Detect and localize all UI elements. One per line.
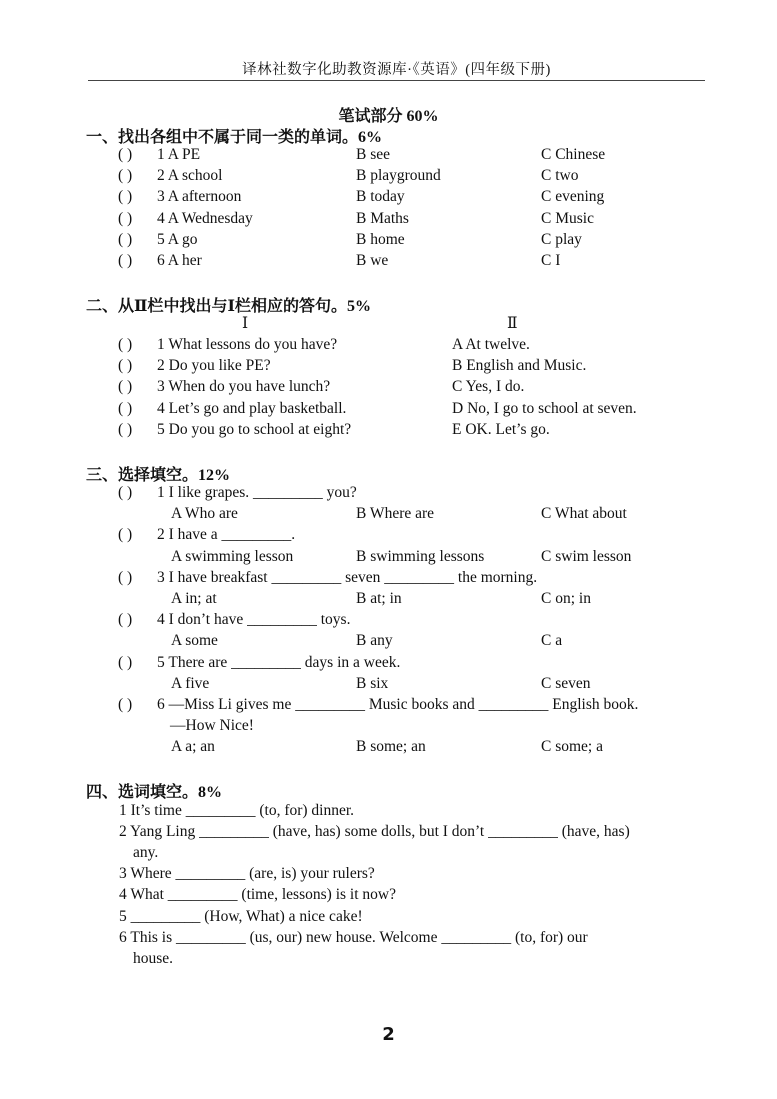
- option-b: B Maths: [356, 209, 409, 227]
- option-b: B home: [356, 230, 405, 248]
- option-a: 3 A afternoon: [157, 188, 242, 206]
- question-row: [0, 715, 777, 736]
- question-text: 2 Do you like PE?: [157, 357, 271, 375]
- option-c: C on; in: [541, 590, 591, 607]
- question-row: [0, 144, 777, 165]
- fill-line: 1 It’s time _________ (to, for) dinner.: [119, 802, 355, 819]
- option-a: A in; at: [171, 590, 217, 607]
- answer-bracket: ( ): [118, 653, 133, 671]
- option-c: C Chinese: [541, 146, 606, 163]
- option-c: C two: [541, 167, 579, 185]
- question-row: [0, 208, 777, 229]
- question-text: 5 Do you go to school at eight?: [157, 420, 352, 438]
- option-a: A five: [171, 674, 210, 692]
- answer-text: B English and Music.: [452, 357, 587, 375]
- section-2-heading: 二、从Ⅱ栏中找出与Ⅰ栏相应的答句。5%: [86, 298, 371, 315]
- question-text: 3 When do you have lunch?: [157, 378, 331, 396]
- question-text: 2 I have a _________.: [157, 526, 296, 544]
- question-row: [0, 186, 777, 207]
- page-number: 2: [382, 1024, 395, 1045]
- question-row: [0, 503, 777, 524]
- option-b: B Where are: [356, 505, 435, 523]
- option-c: C some; a: [541, 738, 603, 756]
- fill-line: any.: [133, 844, 159, 862]
- question-row: [0, 524, 777, 545]
- answer-bracket: ( ): [118, 696, 133, 713]
- question-row: [0, 652, 777, 673]
- option-c: C evening: [541, 188, 605, 206]
- question-text: 1 What lessons do you have?: [157, 336, 338, 353]
- question-row: [0, 842, 777, 863]
- option-c: C swim lesson: [541, 547, 632, 565]
- option-b: B any: [356, 632, 393, 650]
- question-row: [0, 376, 777, 397]
- question-text: 1 I like grapes. _________ you?: [157, 484, 357, 501]
- section-4-heading: 四、选词填空。8%: [86, 784, 223, 801]
- answer-bracket: ( ): [118, 146, 133, 163]
- option-c: C a: [541, 632, 563, 650]
- option-c: C play: [541, 230, 582, 248]
- option-a: A a; an: [171, 738, 215, 756]
- question-row: [0, 609, 777, 630]
- question-row: [0, 165, 777, 186]
- question-row: [0, 884, 777, 905]
- question-row: [0, 567, 777, 588]
- question-row: [0, 334, 777, 355]
- option-c: C Music: [541, 209, 594, 227]
- question-row: [0, 694, 777, 715]
- option-b: B some; an: [356, 738, 426, 756]
- fill-line: 5 _________ (How, What) a nice cake!: [119, 907, 363, 925]
- question-row: [0, 546, 777, 567]
- answer-bracket: ( ): [118, 230, 133, 248]
- question-row: [0, 863, 777, 884]
- option-c: C I: [541, 252, 561, 269]
- option-b: B six: [356, 674, 389, 692]
- answer-bracket: ( ): [118, 167, 133, 185]
- answer-bracket: ( ): [118, 611, 133, 629]
- page-header: 译林社数字化助教资源库·《英语》(四年级下册): [88, 58, 705, 81]
- question-text: 5 There are _________ days in a week.: [157, 653, 401, 671]
- option-b: B we: [356, 252, 389, 269]
- answer-text: A At twelve.: [452, 336, 530, 353]
- option-c: C seven: [541, 674, 591, 692]
- question-text: 4 Let’s go and play basketball.: [157, 399, 347, 417]
- option-a: 4 A Wednesday: [157, 209, 253, 227]
- option-b: B swimming lessons: [356, 547, 485, 565]
- answer-bracket: ( ): [118, 526, 133, 544]
- section-title: 笔试部分 60%: [338, 108, 439, 125]
- answer-text: C Yes, I do.: [452, 378, 525, 396]
- question-row: [0, 250, 777, 271]
- question-row: [0, 229, 777, 250]
- column-2-heading: Ⅱ: [507, 315, 518, 332]
- question-row: [0, 355, 777, 376]
- question-text-cont: —How Nice!: [170, 717, 254, 735]
- answer-bracket: ( ): [118, 209, 133, 227]
- option-a: A swimming lesson: [171, 547, 294, 565]
- answer-bracket: ( ): [118, 399, 133, 417]
- fill-line: 3 Where _________ (are, is) your rulers?: [119, 865, 375, 883]
- question-text: 3 I have breakfast _________ seven _________ the morning.: [157, 568, 538, 586]
- fill-line: 4 What _________ (time, lessons) is it now?: [119, 886, 396, 904]
- answer-bracket: ( ): [118, 568, 133, 586]
- option-b: B playground: [356, 167, 441, 185]
- question-row: [0, 821, 777, 842]
- question-row: [0, 927, 777, 948]
- answer-bracket: ( ): [118, 357, 133, 375]
- question-text: 4 I don’t have _________ toys.: [157, 611, 351, 629]
- answer-text: E OK. Let’s go.: [452, 420, 550, 438]
- option-a: 5 A go: [157, 230, 198, 248]
- answer-bracket: ( ): [118, 252, 133, 269]
- question-row: [0, 588, 777, 609]
- answer-text: D No, I go to school at seven.: [452, 399, 637, 417]
- option-a: 6 A her: [157, 252, 202, 269]
- answer-bracket: ( ): [118, 336, 133, 353]
- section-3-heading: 三、选择填空。12%: [86, 467, 231, 484]
- option-b: B today: [356, 188, 405, 206]
- question-row: [0, 800, 777, 821]
- fill-line: 6 This is _________ (us, our) new house. Welcome _________ (to, for) our: [119, 928, 588, 946]
- section-1-heading: 一、找出各组中不属于同一类的单词。6%: [86, 129, 383, 146]
- option-a: 1 A PE: [157, 146, 201, 163]
- fill-line: 2 Yang Ling _________ (have, has) some dolls, but I don’t _________ (have, has): [119, 823, 630, 841]
- question-text: 6 —Miss Li gives me _________ Music books and _________ English book.: [157, 696, 639, 713]
- question-row: [0, 736, 777, 757]
- question-row: [0, 482, 777, 503]
- question-row: [0, 906, 777, 927]
- answer-bracket: ( ): [118, 378, 133, 396]
- answer-bracket: ( ): [118, 188, 133, 206]
- question-row: [0, 419, 777, 440]
- option-b: B at; in: [356, 590, 402, 607]
- question-row: [0, 948, 777, 969]
- question-row: [0, 630, 777, 651]
- option-a: A some: [171, 632, 218, 650]
- option-a: A Who are: [171, 505, 238, 523]
- fill-line: house.: [133, 949, 174, 967]
- column-1-heading: Ⅰ: [242, 315, 249, 332]
- answer-bracket: ( ): [118, 484, 133, 501]
- option-c: C What about: [541, 505, 627, 523]
- option-b: B see: [356, 146, 391, 163]
- question-row: [0, 673, 777, 694]
- answer-bracket: ( ): [118, 420, 133, 438]
- question-row: [0, 398, 777, 419]
- option-a: 2 A school: [157, 167, 223, 185]
